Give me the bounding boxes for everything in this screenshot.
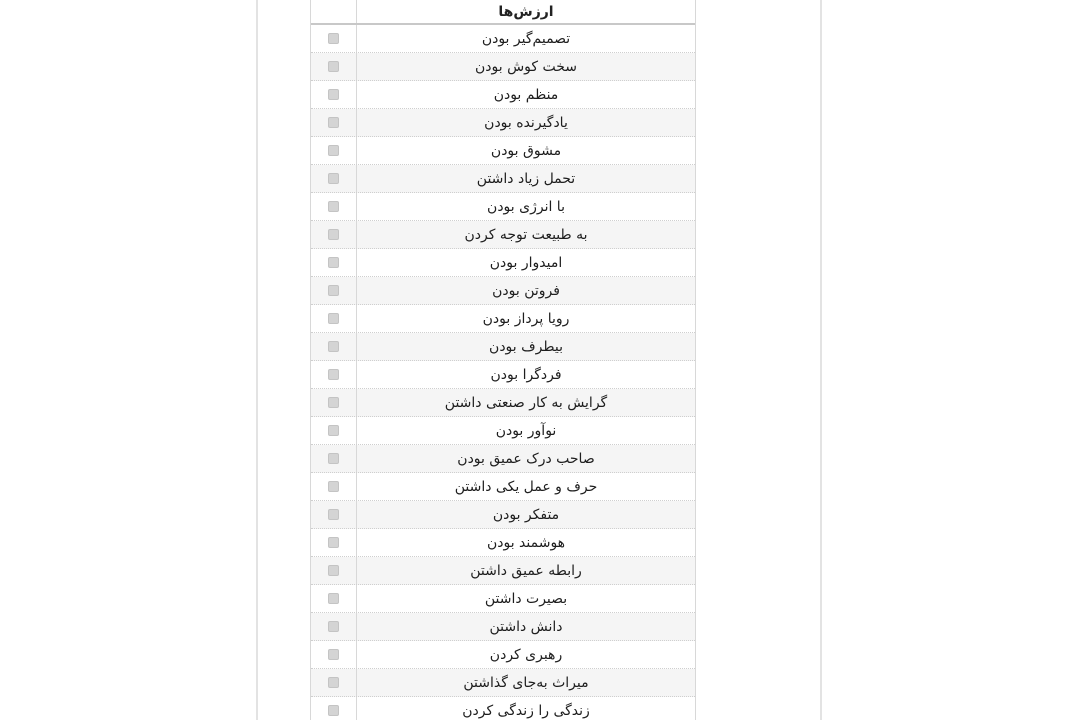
checkbox-cell	[311, 165, 357, 192]
checkbox-cell	[311, 53, 357, 80]
checkbox-cell	[311, 669, 357, 696]
table-row	[311, 389, 695, 417]
value-checkbox[interactable]	[328, 425, 339, 436]
table-row	[311, 613, 695, 641]
table-row	[311, 641, 695, 669]
value-checkbox[interactable]	[328, 89, 339, 100]
value-checkbox[interactable]	[328, 397, 339, 408]
checkbox-cell	[311, 221, 357, 248]
value-checkbox[interactable]	[328, 117, 339, 128]
table-body	[311, 25, 695, 720]
value-checkbox[interactable]	[328, 257, 339, 268]
checkbox-cell	[311, 613, 357, 640]
table-row	[311, 501, 695, 529]
table-row	[311, 25, 695, 53]
document-page	[256, 0, 822, 720]
table-row	[311, 81, 695, 109]
value-checkbox[interactable]	[328, 593, 339, 604]
value-checkbox[interactable]	[328, 229, 339, 240]
checkbox-cell	[311, 585, 357, 612]
table-header-row	[311, 0, 695, 25]
value-label: منظم بودن	[493, 86, 559, 103]
value-checkbox[interactable]	[328, 621, 339, 632]
value-label: رابطه عمیق داشتن	[470, 562, 582, 579]
value-checkbox[interactable]	[328, 565, 339, 576]
checkbox-column-header	[311, 0, 357, 23]
value-label: بیطرف بودن	[489, 338, 563, 355]
value-checkbox[interactable]	[328, 145, 339, 156]
checkbox-cell	[311, 557, 357, 584]
checkbox-cell	[311, 305, 357, 332]
value-label: تحمل زیاد داشتن	[476, 170, 576, 187]
table-row	[311, 529, 695, 557]
checkbox-cell	[311, 193, 357, 220]
checkbox-cell	[311, 641, 357, 668]
value-checkbox[interactable]	[328, 33, 339, 44]
table-row	[311, 697, 695, 720]
value-label: حرف و عمل یکی داشتن	[454, 478, 598, 495]
value-checkbox[interactable]	[328, 341, 339, 352]
value-label: زندگی را زندگی کردن	[462, 702, 590, 719]
value-checkbox[interactable]	[328, 201, 339, 212]
table-row	[311, 445, 695, 473]
checkbox-cell	[311, 697, 357, 720]
checkbox-cell	[311, 25, 357, 52]
value-checkbox[interactable]	[328, 509, 339, 520]
value-label: امیدوار بودن	[489, 254, 563, 271]
value-checkbox[interactable]	[328, 537, 339, 548]
table-row	[311, 221, 695, 249]
value-label: دانش داشتن	[489, 618, 563, 635]
value-checkbox[interactable]	[328, 173, 339, 184]
checkbox-cell	[311, 249, 357, 276]
value-label: صاحب درک عمیق بودن	[457, 450, 595, 467]
value-label: یادگیرنده بودن	[484, 114, 568, 131]
values-table	[310, 0, 696, 720]
checkbox-cell	[311, 81, 357, 108]
checkbox-cell	[311, 501, 357, 528]
table-row	[311, 109, 695, 137]
value-label: رویا پرداز بودن	[482, 310, 570, 327]
value-label: رهبری کردن	[489, 646, 563, 663]
checkbox-cell	[311, 417, 357, 444]
value-label: سخت کوش بودن	[474, 58, 578, 75]
table-row	[311, 669, 695, 697]
value-checkbox[interactable]	[328, 481, 339, 492]
table-row	[311, 361, 695, 389]
table-row	[311, 165, 695, 193]
checkbox-cell	[311, 277, 357, 304]
table-row	[311, 137, 695, 165]
table-row	[311, 333, 695, 361]
value-checkbox[interactable]	[328, 453, 339, 464]
table-row	[311, 557, 695, 585]
table-row	[311, 193, 695, 221]
value-label: گرایش به کار صنعتی داشتن	[444, 394, 608, 411]
value-label: با انرژی بودن	[487, 198, 565, 215]
value-label: نوآور بودن	[495, 422, 557, 439]
value-checkbox[interactable]	[328, 285, 339, 296]
value-label: هوشمند بودن	[486, 534, 566, 551]
checkbox-cell	[311, 109, 357, 136]
value-checkbox[interactable]	[328, 677, 339, 688]
table-row	[311, 305, 695, 333]
value-checkbox[interactable]	[328, 313, 339, 324]
checkbox-cell	[311, 137, 357, 164]
value-label: متفکر بودن	[492, 506, 560, 523]
checkbox-cell	[311, 361, 357, 388]
table-row	[311, 277, 695, 305]
checkbox-cell	[311, 389, 357, 416]
checkbox-cell	[311, 473, 357, 500]
value-checkbox[interactable]	[328, 649, 339, 660]
table-row	[311, 53, 695, 81]
value-checkbox[interactable]	[328, 369, 339, 380]
checkbox-cell	[311, 445, 357, 472]
table-row	[311, 417, 695, 445]
table-row	[311, 473, 695, 501]
value-label: میراث به‌جای گذاشتن	[463, 674, 589, 691]
values-column-header: ارزش‌ها	[498, 3, 554, 20]
value-checkbox[interactable]	[328, 705, 339, 716]
value-checkbox[interactable]	[328, 61, 339, 72]
value-label: بصیرت داشتن	[484, 590, 568, 607]
value-label: فروتن بودن	[492, 282, 560, 299]
value-label: مشوق بودن	[490, 142, 562, 159]
value-label: فردگرا بودن	[490, 366, 562, 383]
table-row	[311, 249, 695, 277]
value-label: به طبیعت توجه کردن	[464, 226, 588, 243]
checkbox-cell	[311, 333, 357, 360]
checkbox-cell	[311, 529, 357, 556]
table-row	[311, 585, 695, 613]
value-label: تصمیم‌گیر بودن	[481, 30, 571, 47]
